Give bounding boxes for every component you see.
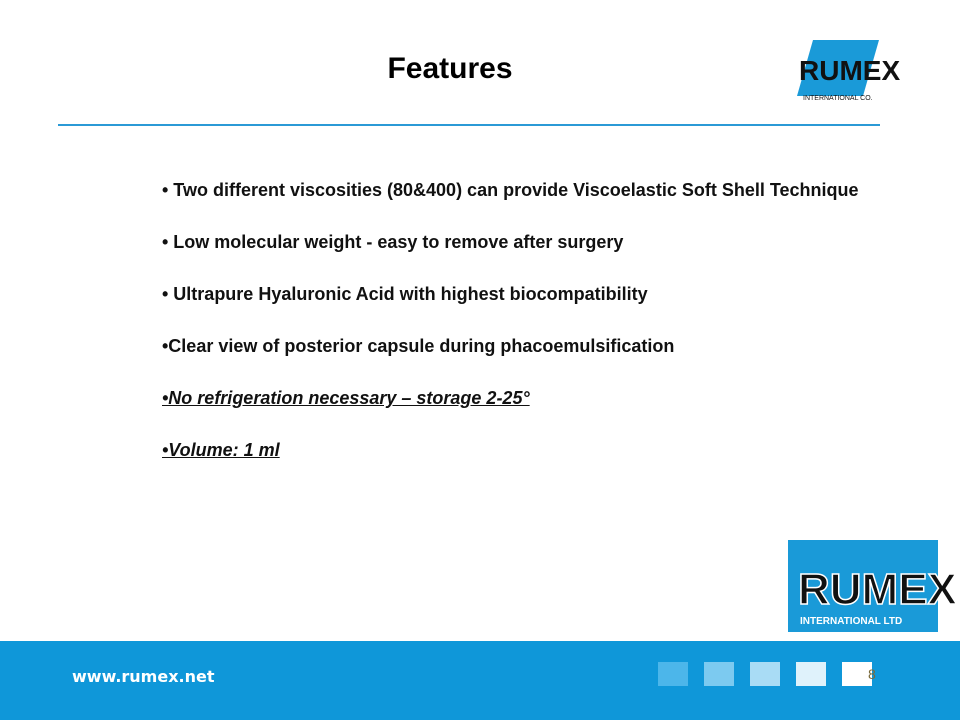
slide-title: Features (387, 52, 513, 85)
decor-square (658, 662, 688, 686)
svg-text:RUMEX: RUMEX (799, 55, 901, 86)
decor-square (750, 662, 780, 686)
feature-item-storage: •No refrigeration necessary – storage 2-25° (162, 388, 530, 408)
footer-url[interactable]: www.rumex.net (72, 667, 215, 686)
feature-item: • Ultrapure Hyaluronic Acid with highest biocompatibility (162, 284, 648, 304)
feature-item: • Two different viscosities (80&400) can provide Viscoelastic Soft Shell Technique (162, 180, 859, 200)
svg-text:RUMEX: RUMEX (798, 565, 957, 614)
page-number: 8 (868, 666, 876, 682)
decor-square (796, 662, 826, 686)
rumex-logo-large (788, 540, 957, 632)
svg-text:INTERNATIONAL LTD: INTERNATIONAL LTD (800, 616, 903, 627)
title-divider (58, 124, 880, 126)
feature-item: • Low molecular weight - easy to remove after surgery (162, 232, 624, 252)
feature-list (162, 178, 892, 490)
feature-item: •Clear view of posterior capsule during phacoemulsification (162, 336, 675, 356)
feature-item-volume: •Volume: 1 ml (162, 440, 280, 460)
svg-text:INTERNATIONAL CO.: INTERNATIONAL CO. (803, 95, 873, 102)
decor-square (704, 662, 734, 686)
rumex-logo-small (793, 36, 901, 108)
